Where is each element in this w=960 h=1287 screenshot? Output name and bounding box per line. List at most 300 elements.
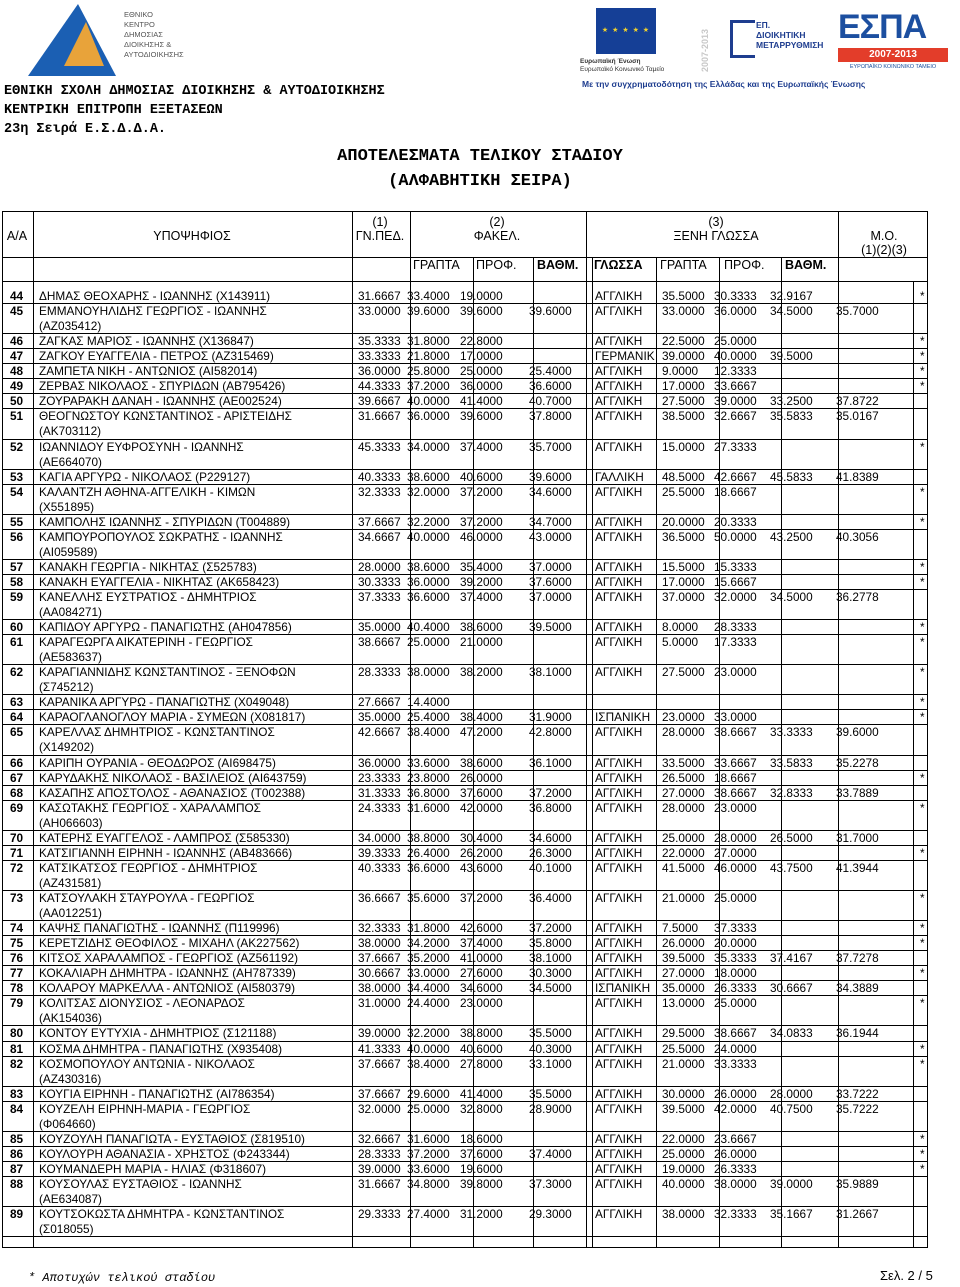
candidate-name: ΚΑΡΙΠΗ ΟΥΡΑΝΙΑ - ΘΕΟΔΩΡΟΣ (ΑΙ698475): [39, 755, 276, 770]
failed-marker: *: [920, 364, 925, 379]
language-written-score: 8.0000: [662, 620, 699, 635]
file-oral-score: 36.0000: [460, 379, 503, 394]
language-name: ΑΓΓΛΙΚΗ: [595, 1176, 643, 1191]
file-grade: 39.6000: [529, 304, 572, 319]
candidate-name: ΚΑΤΣΟΥΛΑΚΗ ΣΤΑΥΡΟΥΛΑ - ΓΕΩΡΓΙΟΣ: [39, 891, 255, 905]
row-number: 78: [10, 981, 24, 996]
file-oral-score: 37.6000: [460, 1146, 503, 1161]
file-written-score: 33.6000: [407, 755, 450, 770]
language-oral-score: 46.0000: [714, 860, 757, 875]
file-written-score: 23.8000: [407, 770, 450, 785]
language-name: ΑΓΓΛΙΚΗ: [595, 635, 643, 650]
row-divider: [3, 281, 927, 282]
language-written-score: 22.5000: [662, 334, 705, 349]
file-grade: 38.1000: [529, 665, 572, 680]
language-oral-score: 24.0000: [714, 1041, 757, 1056]
language-oral-score: 15.3333: [714, 559, 757, 574]
row-number: 83: [10, 1086, 24, 1101]
language-grade: 39.5000: [770, 349, 813, 364]
row-number: 54: [10, 484, 24, 499]
subheader-lang-oral: ΠΡΟΦ.: [724, 258, 765, 272]
language-name: ΑΓΓΛΙΚΗ: [595, 725, 643, 740]
language-oral-score: 26.0000: [714, 1146, 757, 1161]
language-written-score: 17.0000: [662, 574, 705, 589]
failed-marker: *: [920, 620, 925, 635]
general-exam-score: 34.6667: [358, 529, 401, 544]
language-written-score: 28.0000: [662, 800, 705, 815]
language-oral-score: 28.0000: [714, 830, 757, 845]
espa-logo: [838, 8, 948, 78]
ep-text-line: ΔΙΟΙΚΗΤΙΚΗ: [756, 30, 806, 40]
candidate-name: ΚΙΤΣΟΣ ΧΑΡΑΛΑΜΠΟΣ - ΓΕΩΡΓΙΟΣ (ΑΖ561192): [39, 951, 299, 966]
language-written-score: 28.0000: [662, 725, 705, 740]
language-name: ΙΣΠΑΝΙΚΗ: [595, 981, 651, 996]
language-name: ΑΓΓΛΙΚΗ: [595, 574, 643, 589]
language-name: ΑΓΓΛΙΚΗ: [595, 936, 643, 951]
row-number: 69: [10, 800, 24, 815]
average-score: 35.2278: [836, 755, 879, 770]
average-score: 36.1944: [836, 1026, 879, 1041]
row-number: 87: [10, 1161, 24, 1176]
average-score: 35.0167: [836, 409, 879, 424]
language-name: ΑΓΓΛΙΚΗ: [595, 921, 643, 936]
failed-marker: *: [920, 845, 925, 860]
candidate-name: ΘΕΟΓΝΩΣΤΟΥ ΚΩΝΣΤΑΝΤΙΝΟΣ - ΑΡΙΣΤΕΙΔΗΣ: [39, 409, 292, 424]
file-grade: 34.7000: [529, 514, 572, 529]
general-exam-score: 30.3333: [358, 574, 401, 589]
language-written-score: 25.5000: [662, 484, 705, 499]
general-exam-score: 45.3333: [358, 439, 401, 454]
language-name: ΑΓΓΛΙΚΗ: [595, 394, 643, 409]
language-written-score: 38.0000: [662, 1207, 705, 1222]
failed-marker: *: [920, 349, 925, 364]
file-oral-score: 41.0000: [460, 951, 503, 966]
general-exam-score: 32.3333: [358, 921, 401, 936]
candidate-name: ΚΟΛΑΡΟΥ ΜΑΡΚΕΛΛΑ - ΑΝΤΩΝΙΟΣ (ΑΙ580379): [39, 981, 296, 996]
file-written-score: 38.0000: [407, 665, 450, 680]
language-oral-score: 37.3333: [714, 921, 757, 936]
general-exam-score: 44.3333: [358, 379, 401, 394]
row-number: 63: [10, 695, 24, 710]
language-name: ΑΓΓΛΙΚΗ: [595, 529, 643, 544]
language-oral-score: 38.6667: [714, 785, 757, 800]
language-written-score: 22.0000: [662, 1131, 705, 1146]
row-number: 79: [10, 996, 24, 1011]
language-oral-score: 32.3333: [714, 1207, 757, 1222]
ep-text-line: ΕΠ.: [756, 20, 771, 30]
subheader-lang-written: ΓΡΑΠΤΑ: [660, 258, 707, 272]
candidate-id: (ΑΖ035412): [39, 319, 102, 334]
language-written-score: 39.0000: [662, 349, 705, 364]
candidate-name: ΕΜΜΑΝΟΥΗΛΙΔΗΣ ΓΕΩΡΓΙΟΣ - ΙΩΑΝΝΗΣ: [39, 304, 267, 319]
failed-marker: *: [920, 891, 925, 905]
candidate-name: ΚΑΜΠΟΥΡΟΠΟΥΛΟΣ ΣΩΚΡΑΤΗΣ - ΙΩΑΝΝΗΣ: [39, 529, 283, 544]
candidate-name: ΚΟΥΖΟΥΛΗ ΠΑΝΑΓΙΩΤΑ - ΕΥΣΤΑΘΙΟΣ (Σ819510): [39, 1131, 305, 1146]
failed-marker: *: [920, 379, 925, 394]
failed-marker: *: [920, 966, 925, 981]
candidate-name: ΚΑΨΗΣ ΠΑΝΑΓΙΩΤΗΣ - ΙΩΑΝΝΗΣ (Π119996): [39, 921, 280, 936]
failed-marker: *: [920, 800, 925, 815]
language-name: ΑΓΓΛΙΚΗ: [595, 665, 643, 680]
failed-marker: *: [920, 921, 925, 936]
row-number: 50: [10, 394, 24, 409]
espa-years: 2007-2013: [838, 48, 948, 62]
file-grade: 38.1000: [529, 951, 572, 966]
candidate-name: ΖΑΓΚΟΥ ΕΥΑΓΓΕΛΙΑ - ΠΕΤΡΟΣ (ΑΖ315469): [39, 349, 274, 364]
language-oral-score: 38.6667: [714, 1026, 757, 1041]
candidate-name: ΚΟΥΤΣΟΚΩΣΤΑ ΔΗΜΗΤΡΑ - ΚΩΝΣΤΑΝΤΙΝΟΣ: [39, 1207, 285, 1222]
header-c2: [410, 215, 584, 243]
language-written-score: 9.0000: [662, 364, 699, 379]
candidate-name: ΚΟΛΙΤΣΑΣ ΔΙΟΝΥΣΙΟΣ - ΛΕΟΝΑΡΔΟΣ: [39, 996, 245, 1011]
language-written-score: 39.5000: [662, 951, 705, 966]
language-grade: 34.5000: [770, 590, 813, 604]
language-written-score: 20.0000: [662, 514, 705, 529]
language-name: ΙΣΠΑΝΙΚΗ: [595, 710, 651, 725]
language-name: ΑΓΓΛΙΚΗ: [595, 409, 643, 424]
language-oral-score: 32.6667: [714, 409, 757, 424]
average-score: 31.7000: [836, 830, 879, 845]
candidate-name: ΚΑΤΣΙΚΑΤΣΟΣ ΓΕΩΡΓΙΟΣ - ΔΗΜΗΤΡΙΟΣ: [39, 860, 258, 875]
general-exam-score: 38.6667: [358, 635, 401, 650]
column-divider: [586, 212, 587, 1248]
candidate-name: ΚΑΡΑΓΕΩΡΓΑ ΑΙΚΑΤΕΡΙΝΗ - ΓΕΩΡΓΙΟΣ: [39, 635, 253, 650]
candidate-name: ΚΑΣΑΠΗΣ ΑΠΟΣΤΟΛΟΣ - ΑΘΑΝΑΣΙΟΣ (Τ002388): [39, 785, 306, 800]
language-name: ΑΓΓΛΙΚΗ: [595, 364, 643, 379]
language-grade: 39.0000: [770, 1176, 813, 1191]
language-oral-score: 30.3333: [714, 289, 757, 303]
candidate-id: (ΑΖ431581): [39, 875, 102, 890]
file-grade: 42.8000: [529, 725, 572, 740]
row-number: 88: [10, 1176, 24, 1191]
file-grade: 35.7000: [529, 439, 572, 454]
general-exam-score: 37.6667: [358, 951, 401, 966]
eu-caption-line: Ευρωπαϊκή Ένωση: [580, 58, 641, 65]
language-written-score: 5.0000: [662, 635, 699, 650]
language-name: ΑΓΓΛΙΚΗ: [595, 514, 643, 529]
eu-flag-icon: ★ ★ ★ ★ ★: [596, 8, 656, 54]
file-written-score: 31.6000: [407, 1131, 450, 1146]
footnote: * Αποτυχών τελικού σταδίου: [28, 1271, 216, 1285]
failed-marker: *: [920, 695, 925, 710]
file-oral-score: 39.2000: [460, 574, 503, 589]
file-written-score: 36.6000: [407, 590, 450, 604]
general-exam-score: 41.3333: [358, 1041, 401, 1056]
failed-marker: *: [920, 559, 925, 574]
file-grade: 36.4000: [529, 891, 572, 905]
file-written-score: 35.6000: [407, 891, 450, 905]
file-grade: 43.0000: [529, 529, 572, 544]
row-number: 71: [10, 845, 24, 860]
row-number: 81: [10, 1041, 24, 1056]
language-name: ΑΓΓΛΙΚΗ: [595, 755, 643, 770]
file-written-score: 27.4000: [407, 1207, 450, 1222]
column-divider: [33, 212, 34, 1248]
file-grade: 37.8000: [529, 409, 572, 424]
general-exam-score: 32.3333: [358, 484, 401, 499]
language-written-score: 38.5000: [662, 409, 705, 424]
language-grade: 43.7500: [770, 860, 813, 875]
header-c1-label: ΓΝ.ΠΕΔ.: [355, 229, 405, 243]
row-number: 61: [10, 635, 24, 650]
row-number: 89: [10, 1207, 24, 1222]
file-written-score: 35.2000: [407, 951, 450, 966]
ep-text-line: ΜΕΤΑΡΡΥΘΜΙΣΗ: [756, 40, 824, 50]
file-written-score: 36.8000: [407, 785, 450, 800]
language-oral-score: 36.0000: [714, 304, 757, 319]
row-number: 75: [10, 936, 24, 951]
row-number: 46: [10, 334, 24, 349]
org-line-1: ΕΘΝΙΚΗ ΣΧΟΛΗ ΔΗΜΟΣΙΑΣ ΔΙΟΙΚΗΣΗΣ & ΑΥΤΟΔΙΟΙΚΗΣΗΣ: [4, 84, 385, 99]
row-number: 48: [10, 364, 24, 379]
language-oral-score: 12.3333: [714, 364, 757, 379]
header-candidate: ΥΠΟΨΗΦΙΟΣ: [153, 229, 231, 243]
file-grade: 37.2000: [529, 785, 572, 800]
language-name: ΑΓΓΛΙΚΗ: [595, 304, 643, 319]
candidate-id: (ΑΕ583637): [39, 650, 102, 665]
file-written-score: 40.0000: [407, 529, 450, 544]
row-number: 84: [10, 1101, 24, 1116]
average-score: 37.8722: [836, 394, 879, 409]
average-score: 35.9889: [836, 1176, 879, 1191]
general-exam-score: 39.6667: [358, 394, 401, 409]
candidate-name: ΖΑΓΚΑΣ ΜΑΡΙΟΣ - ΙΩΑΝΝΗΣ (Χ136847): [39, 334, 254, 349]
language-name: ΑΓΓΛΙΚΗ: [595, 289, 643, 303]
file-written-score: 34.8000: [407, 1176, 450, 1191]
file-oral-score: 32.8000: [460, 1101, 503, 1116]
language-written-score: 26.0000: [662, 936, 705, 951]
candidate-name: ΚΑΡΑΟΓΛΑΝΟΓΛΟΥ ΜΑΡΙΑ - ΣΥΜΕΩΝ (Χ081817): [39, 710, 306, 725]
language-oral-score: 20.3333: [714, 514, 757, 529]
row-number: 44: [10, 289, 24, 303]
file-grade: 37.6000: [529, 574, 572, 589]
file-oral-score: 38.6000: [460, 755, 503, 770]
file-written-score: 24.4000: [407, 996, 450, 1011]
candidate-name: ΚΟΥΓΙΑ ΕΙΡΗΝΗ - ΠΑΝΑΓΙΩΤΗΣ (ΑΙ786354): [39, 1086, 275, 1101]
language-oral-score: 40.0000: [714, 349, 757, 364]
logo-text-line: ΔΗΜΟΣΙΑΣ: [124, 30, 163, 39]
logo-text-line: ΚΕΝΤΡΟ: [124, 20, 155, 29]
file-oral-score: 22.8000: [460, 334, 503, 349]
language-written-score: 29.5000: [662, 1026, 705, 1041]
language-name: ΑΓΓΛΙΚΗ: [595, 439, 643, 454]
row-number: 64: [10, 710, 24, 725]
candidate-id: (Σ745212): [39, 680, 94, 695]
page-title: ΑΠΟΤΕΛΕΣΜΑΤΑ ΤΕΛΙΚΟΥ ΣΤΑΔΙΟΥ: [337, 147, 623, 166]
language-name: ΑΓΓΛΙΚΗ: [595, 785, 643, 800]
general-exam-score: 39.0000: [358, 1161, 401, 1176]
candidate-name: ΚΑΝΕΛΛΗΣ ΕΥΣΤΡΑΤΙΟΣ - ΔΗΜΗΤΡΙΟΣ: [39, 590, 257, 604]
file-written-score: 33.0000: [407, 966, 450, 981]
file-oral-score: 26.2000: [460, 845, 503, 860]
language-name: ΑΓΓΛΙΚΗ: [595, 620, 643, 635]
language-written-score: 22.0000: [662, 845, 705, 860]
language-name: ΑΓΓΛΙΚΗ: [595, 845, 643, 860]
file-grade: 40.1000: [529, 860, 572, 875]
header-c2-label: ΦΑΚΕΛ.: [473, 229, 521, 243]
file-oral-score: 38.8000: [460, 1026, 503, 1041]
file-grade: 39.5000: [529, 620, 572, 635]
language-grade: 30.6667: [770, 981, 813, 996]
file-oral-score: 27.6000: [460, 966, 503, 981]
language-name: ΑΓΓΛΙΚΗ: [595, 1041, 643, 1056]
row-number: 55: [10, 514, 24, 529]
row-number: 56: [10, 529, 24, 544]
failed-marker: *: [920, 1146, 925, 1161]
general-exam-score: 31.0000: [358, 996, 401, 1011]
file-oral-score: 27.8000: [460, 1056, 503, 1071]
language-written-score: 35.5000: [662, 289, 705, 303]
candidate-name: ΙΩΑΝΝΙΔΟΥ ΕΥΦΡΟΣΥΝΗ - ΙΩΑΝΝΗΣ: [39, 439, 244, 454]
language-written-score: 15.0000: [662, 439, 705, 454]
candidate-name: ΖΟΥΡΑΡΑΚΗ ΔΑΝΑΗ - ΙΩΑΝΝΗΣ (ΑΕ002524): [39, 394, 282, 409]
candidate-id: (ΑΖ430316): [39, 1071, 102, 1086]
file-written-score: 36.0000: [407, 574, 450, 589]
general-exam-score: 37.6667: [358, 514, 401, 529]
file-written-score: 34.4000: [407, 981, 450, 996]
file-written-score: 36.6000: [407, 860, 450, 875]
candidate-name: ΖΑΜΠΕΤΑ ΝΙΚΗ - ΑΝΤΩΝΙΟΣ (ΑΙ582014): [39, 364, 258, 379]
language-name: ΑΓΓΛΙΚΗ: [595, 484, 643, 499]
general-exam-score: 33.0000: [358, 304, 401, 319]
row-number: 77: [10, 966, 24, 981]
language-oral-score: 33.6667: [714, 755, 757, 770]
language-written-score: 13.0000: [662, 996, 705, 1011]
candidate-name: ΚΟΥΣΟΥΛΑΣ ΕΥΣΤΑΘΙΟΣ - ΙΩΑΝΝΗΣ: [39, 1176, 242, 1191]
file-written-score: 37.2000: [407, 379, 450, 394]
candidate-id: (Φ064660): [39, 1116, 96, 1131]
subheader-lang-grade: ΒΑΘΜ.: [785, 258, 827, 272]
header-mo: [838, 229, 930, 257]
file-oral-score: 17.0000: [460, 349, 503, 364]
candidate-name: ΚΑΡΕΛΛΑΣ ΔΗΜΗΤΡΙΟΣ - ΚΩΝΣΤΑΝΤΙΝΟΣ: [39, 725, 275, 740]
row-number: 68: [10, 785, 24, 800]
language-name: ΑΓΓΛΙΚΗ: [595, 590, 643, 604]
subheader-grade: ΒΑΘΜ.: [537, 258, 579, 272]
language-written-score: 27.5000: [662, 394, 705, 409]
language-name: ΑΓΓΛΙΚΗ: [595, 800, 643, 815]
failed-marker: *: [920, 484, 925, 499]
file-oral-score: 30.4000: [460, 830, 503, 845]
candidate-name: ΚΑΜΠΟΛΗΣ ΙΩΑΝΝΗΣ - ΣΠΥΡΙΔΩΝ (Τ004889): [39, 514, 291, 529]
language-written-score: 41.5000: [662, 860, 705, 875]
file-written-score: 25.8000: [407, 364, 450, 379]
file-grade: 40.3000: [529, 1041, 572, 1056]
file-oral-score: 23.0000: [460, 996, 503, 1011]
general-exam-score: 29.3333: [358, 1207, 401, 1222]
file-written-score: 32.2000: [407, 514, 450, 529]
page-number: Σελ. 2 / 5: [880, 1268, 933, 1283]
language-name: ΑΓΓΛΙΚΗ: [595, 1131, 643, 1146]
file-grade: 28.9000: [529, 1101, 572, 1116]
file-written-score: 32.2000: [407, 1026, 450, 1041]
language-oral-score: 26.3333: [714, 981, 757, 996]
language-name: ΓΕΡΜΑΝΙΚ: [595, 349, 655, 364]
failed-marker: *: [920, 289, 925, 303]
language-oral-score: 23.6667: [714, 1131, 757, 1146]
file-written-score: 14.4000: [407, 695, 450, 710]
row-number: 73: [10, 891, 24, 905]
language-name: ΑΓΓΛΙΚΗ: [595, 1026, 643, 1041]
file-oral-score: 37.4000: [460, 590, 503, 604]
file-oral-score: 37.4000: [460, 439, 503, 454]
general-exam-score: 40.3333: [358, 469, 401, 484]
row-number: 53: [10, 469, 24, 484]
file-grade: 34.5000: [529, 981, 572, 996]
row-number: 67: [10, 770, 24, 785]
file-grade: 39.6000: [529, 469, 572, 484]
general-exam-score: 31.6667: [358, 289, 401, 303]
candidate-id: (ΑΗ066603): [39, 815, 103, 830]
file-grade: 35.5000: [529, 1026, 572, 1041]
row-number: 85: [10, 1131, 24, 1146]
header-c3: [586, 215, 846, 243]
row-number: 49: [10, 379, 24, 394]
candidate-name: ΚΟΣΜΟΠΟΥΛΟΥ ΑΝΤΩΝΙΑ - ΝΙΚΟΛΑΟΣ: [39, 1056, 255, 1071]
language-grade: 32.9167: [770, 289, 813, 303]
general-exam-score: 35.0000: [358, 620, 401, 635]
espa-word: ΕΣΠΑ: [838, 8, 927, 46]
general-exam-score: 32.0000: [358, 1101, 401, 1116]
logo-text-line: ΕΘΝΙΚΟ: [124, 10, 153, 19]
candidate-name: ΚΑΝΑΚΗ ΕΥΑΓΓΕΛΙΑ - ΝΙΚΗΤΑΣ (ΑΚ658423): [39, 574, 280, 589]
file-oral-score: 34.6000: [460, 981, 503, 996]
language-written-score: 7.5000: [662, 921, 699, 936]
language-grade: 33.5833: [770, 755, 813, 770]
file-oral-score: 42.6000: [460, 921, 503, 936]
language-oral-score: 38.6667: [714, 725, 757, 740]
failed-marker: *: [920, 936, 925, 951]
row-number: 62: [10, 665, 24, 680]
language-grade: 34.0833: [770, 1026, 813, 1041]
candidate-name: ΚΟΝΤΟΥ ΕΥΤΥΧΙΑ - ΔΗΜΗΤΡΙΟΣ (Σ121188): [39, 1026, 277, 1041]
file-grade: 35.5000: [529, 1086, 572, 1101]
file-written-score: 37.2000: [407, 1146, 450, 1161]
language-written-score: 48.5000: [662, 469, 705, 484]
file-grade: 36.6000: [529, 379, 572, 394]
failed-marker: *: [920, 439, 925, 454]
general-exam-score: 31.6667: [358, 409, 401, 424]
org-line-3: 23η Σειρά Ε.Σ.Δ.Δ.Α.: [4, 122, 167, 137]
language-oral-score: 18.0000: [714, 966, 757, 981]
file-oral-score: 42.0000: [460, 800, 503, 815]
language-oral-score: 33.0000: [714, 710, 757, 725]
row-number: 86: [10, 1146, 24, 1161]
language-oral-score: 26.3333: [714, 1161, 757, 1176]
file-oral-score: 39.8000: [460, 1176, 503, 1191]
ep-text: [756, 20, 823, 50]
file-oral-score: 39.6000: [460, 409, 503, 424]
candidate-name: ΚΟΚΑΛΙΑΡΗ ΔΗΜΗΤΡΑ - ΙΩΑΝΝΗΣ (ΑΗ787339): [39, 966, 296, 981]
language-grade: 28.0000: [770, 1086, 813, 1101]
file-written-score: 21.8000: [407, 349, 450, 364]
file-oral-score: 31.2000: [460, 1207, 503, 1222]
header-c3-number: (3): [708, 215, 724, 229]
file-oral-score: 38.2000: [460, 665, 503, 680]
language-written-score: 27.5000: [662, 665, 705, 680]
file-oral-score: 19.6000: [460, 1161, 503, 1176]
language-name: ΑΓΓΛΙΚΗ: [595, 996, 643, 1011]
language-grade: 32.8333: [770, 785, 813, 800]
candidate-id: (ΑΑ012251): [39, 906, 102, 920]
language-oral-score: 32.0000: [714, 590, 757, 604]
candidate-name: ΚΑΤΣΙΓΙΑΝΝΗ ΕΙΡΗΝΗ - ΙΩΑΝΝΗΣ (ΑΒ483666): [39, 845, 293, 860]
language-written-score: 36.5000: [662, 529, 705, 544]
file-grade: 31.9000: [529, 710, 572, 725]
candidate-name: ΚΑΝΑΚΗ ΓΕΩΡΓΙΑ - ΝΙΚΗΤΑΣ (Σ525783): [39, 559, 257, 574]
language-name: ΑΓΓΛΙΚΗ: [595, 966, 643, 981]
candidate-name: ΚΑΛΑΝΤΖΗ ΑΘΗΝΑ-ΑΓΓΕΛΙΚΗ - ΚΙΜΩΝ: [39, 484, 256, 499]
